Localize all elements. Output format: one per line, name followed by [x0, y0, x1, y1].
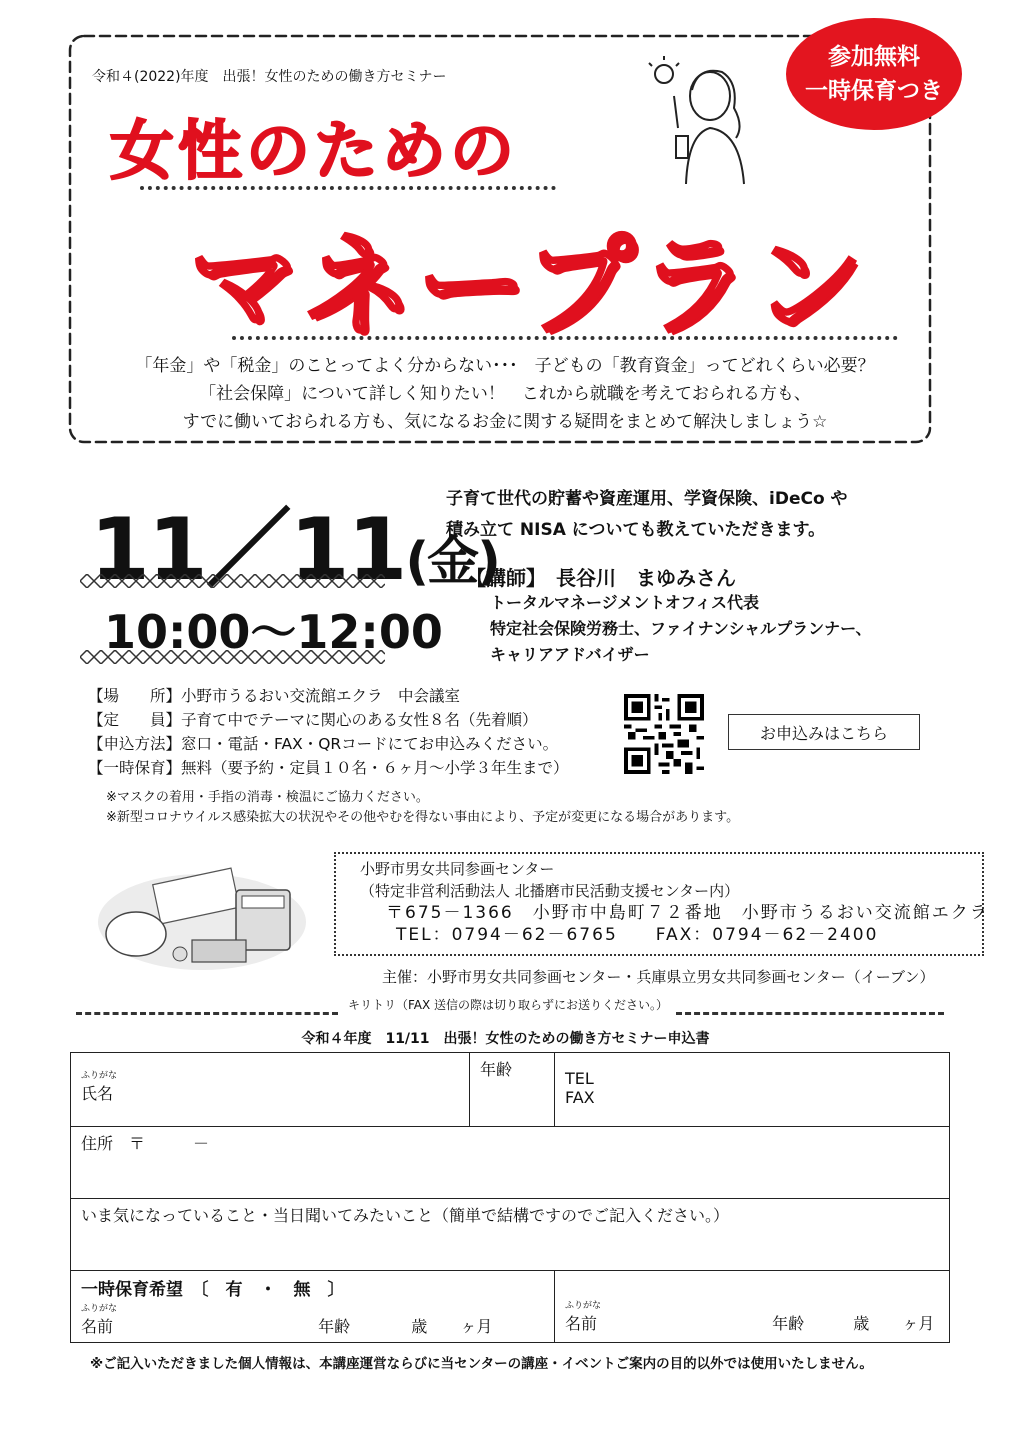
childcare-field[interactable]	[71, 1271, 555, 1343]
note-covid: ※新型コロナウイルス感染拡大の状況やその他やむを得ない事由により、予定が変更になる場合があります。	[106, 810, 740, 825]
info-venue: 【場 所】小野市うるおい交流館エクラ 中会議室	[88, 687, 461, 705]
form-title: 令和４年度 11/11 出張！女性のための働き方セミナー申込書	[301, 1031, 710, 1047]
seminar-description	[446, 484, 848, 546]
months-label: ヶ月	[460, 1317, 493, 1336]
age-label: 年齢	[480, 1060, 513, 1079]
lecturer-role: トータルマネージメントオフィス代表	[490, 593, 759, 612]
title-underline-1	[140, 186, 556, 190]
badge-line2: 一時保育つき	[805, 78, 943, 104]
date-value: 11／11	[90, 500, 406, 600]
contact-sub: （特定非営利活動法人 北播磨市民活動支援センター内）	[360, 882, 740, 900]
application-form	[70, 1052, 950, 1343]
weekday: (金)	[405, 532, 499, 592]
event-time: 10:00～12:00	[104, 605, 443, 659]
address-field[interactable]	[71, 1127, 950, 1199]
contact-address: 〒675－1366 小野市中島町７２番地 小野市うるおい交流館エクラ	[386, 903, 989, 923]
woman-lightbulb-illustration	[648, 56, 758, 186]
lecturer-roles	[490, 590, 872, 668]
furigana-label: ふりがな	[81, 1304, 118, 1314]
intro-text	[80, 352, 930, 436]
lecturer-name: 【講師】 長谷川 まゆみさん	[466, 566, 736, 590]
note-mask: ※マスクの着用・手指の消毒・検温にご協力ください。	[106, 790, 429, 805]
privacy-footnote: ※ご記入いただきました個人情報は、本講座運営ならびに当センターの講座・イベントご案内の目的以外では使用いたしません。	[90, 1356, 873, 1372]
notes	[106, 788, 739, 828]
age-field[interactable]	[470, 1053, 555, 1127]
zigzag-divider-bottom	[80, 650, 385, 664]
child-age-label: 年齢	[772, 1314, 805, 1333]
child-age-label: 年齢	[318, 1317, 351, 1336]
piggy-bank-calculator-illustration	[96, 862, 306, 972]
intro-line: 「年金」や「税金」のことってよく分からない･･･ 子どもの「教育資金」ってどれくらい必要？	[135, 356, 875, 376]
lecturer-role: 特定社会保険労務士、ファイナンシャルプランナー、	[490, 619, 872, 638]
furigana-label: ふりがな	[565, 1301, 602, 1311]
child-name-label: 名前	[565, 1314, 598, 1333]
tel-fax-field[interactable]	[555, 1053, 950, 1127]
contact-phone: TEL：0794－62－6765 FAX：0794－62－2400	[396, 925, 879, 945]
event-info	[88, 684, 569, 780]
info-apply-method: 【申込方法】窓口・電話・FAX・QRコードにてお申込みください。	[88, 735, 559, 753]
tel-label: TEL	[565, 1069, 594, 1088]
name-label: 氏名	[81, 1084, 114, 1103]
title-underline-2	[232, 336, 898, 340]
lecturer-role: キャリアアドバイザー	[490, 645, 650, 664]
question-label: いま気になっていること・当日聞いてみたいこと（簡単で結構ですのでご記入ください。）	[81, 1206, 730, 1225]
description-line: 子育て世代の貯蓄や資産運用、学資保険、iDeCo や	[446, 489, 848, 509]
free-badge	[786, 18, 962, 130]
fax-label: FAX	[565, 1088, 595, 1107]
apply-here-button[interactable]: お申込みはこちら	[728, 714, 920, 750]
info-capacity: 【定 員】子育て中でテーマに関心のある女性８名（先着順）	[88, 711, 538, 729]
title-line2: マネープラン	[190, 225, 869, 350]
years-label: 歳	[411, 1317, 428, 1336]
childcare-field-2[interactable]	[555, 1271, 950, 1343]
title-line1: 女性のための	[110, 115, 518, 189]
childcare-label: 一時保育希望 〔 有 ・ 無 〕	[81, 1280, 345, 1300]
cut-line-left	[76, 1012, 338, 1015]
contact-org: 小野市男女共同参画センター	[360, 860, 555, 878]
furigana-label: ふりがな	[81, 1071, 118, 1081]
zigzag-divider-top	[80, 574, 385, 588]
address-label: 住所 〒 －	[81, 1134, 210, 1153]
contact-info	[360, 858, 989, 946]
intro-line: すでに働いておられる方も、気になるお金に関する疑問をまとめて解決しましょう☆	[182, 412, 828, 432]
info-childcare: 【一時保育】無料（要予約・定員１０名・６ヶ月～小学３年生まで）	[88, 759, 569, 777]
qr-code[interactable]	[624, 694, 704, 774]
cut-note: キリトリ（FAX 送信の際は切り取らずにお送りください。）	[348, 998, 669, 1012]
badge-line1: 参加無料	[828, 44, 920, 70]
months-label: ヶ月	[902, 1314, 935, 1333]
name-field[interactable]	[71, 1053, 470, 1127]
description-line: 積み立て NISA についても教えていただきます。	[446, 520, 826, 540]
organizer: 主催：小野市男女共同参画センター・兵庫県立男女共同参画センター（イーブン）	[382, 968, 935, 986]
child-name-label: 名前	[81, 1317, 114, 1336]
cut-line-right	[676, 1012, 944, 1015]
series-title: 令和４(2022)年度 出張！女性のための働き方セミナー	[92, 69, 447, 85]
intro-line: 「社会保障」について詳しく知りたい！ これから就職を考えておられる方も、	[199, 384, 811, 404]
years-label: 歳	[853, 1314, 870, 1333]
question-field[interactable]	[71, 1199, 950, 1271]
